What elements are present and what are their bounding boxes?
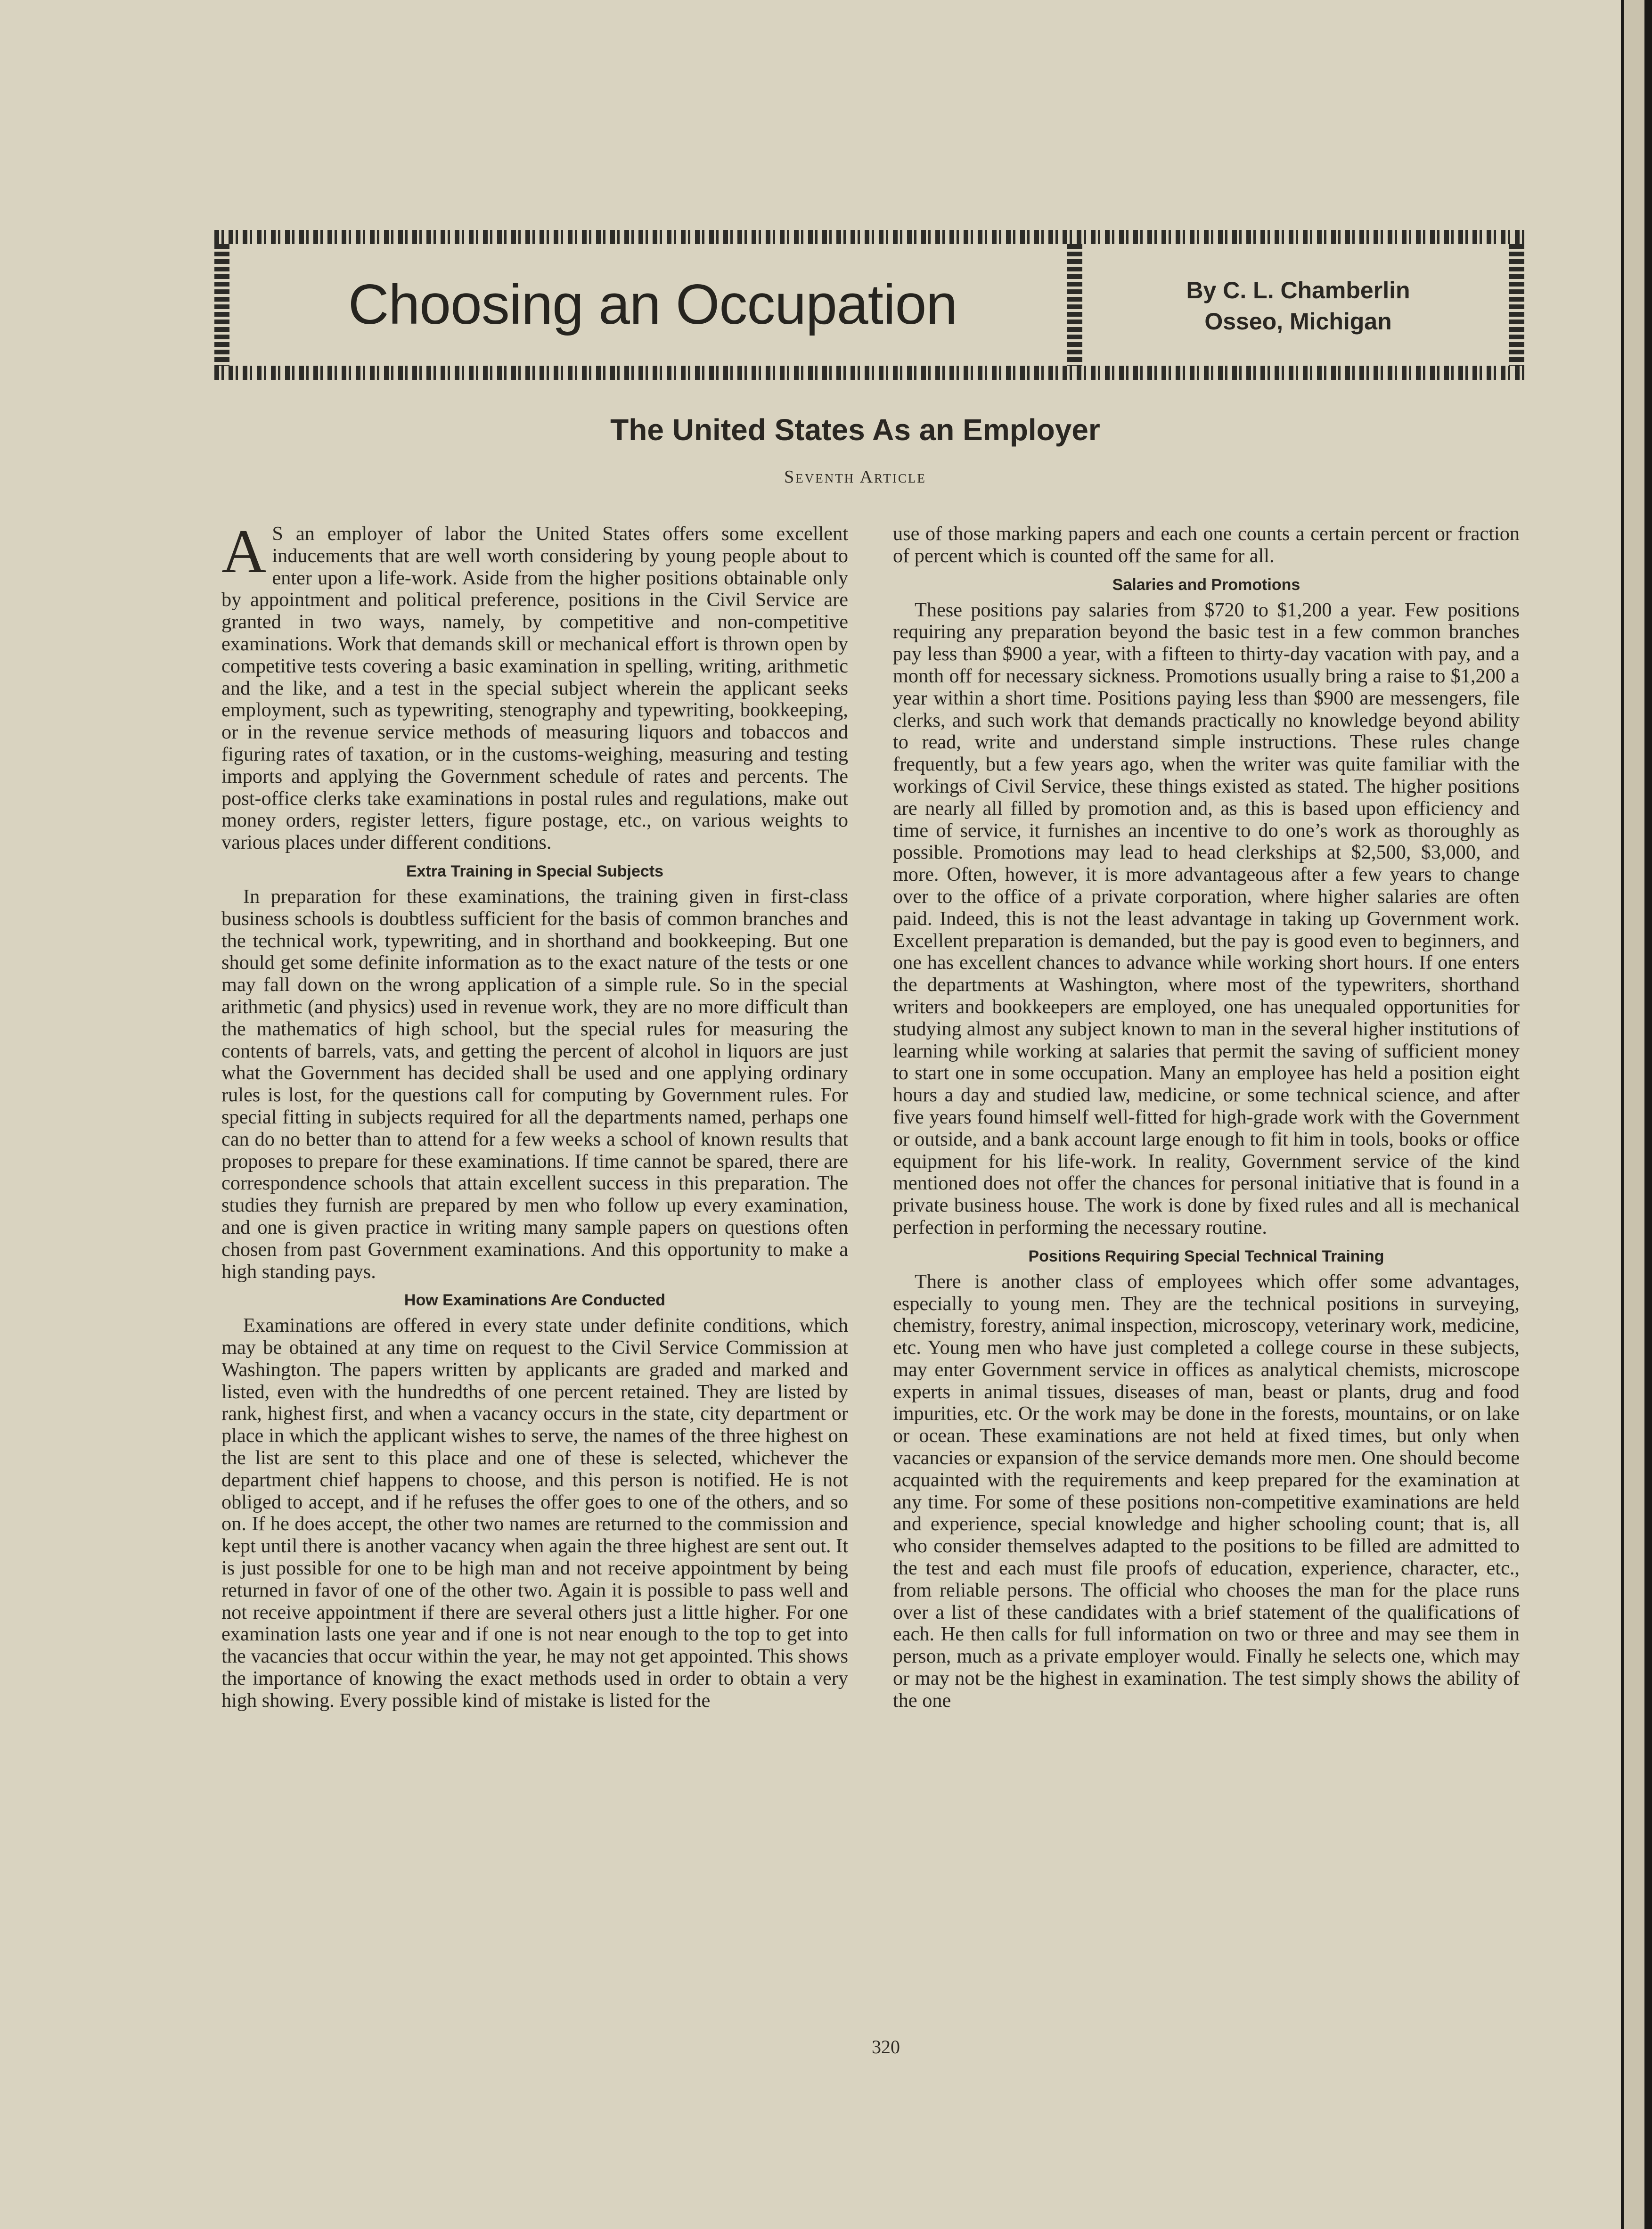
drop-cap: A [221, 516, 267, 586]
paragraph-salaries: These positions pay salaries from $720 to $1,200 a year. Few positions requiring any preparation beyond the basic test in a few common branches pay less than $900 a year, with a fifteen to thirty-day vacation with pay, and a month off for necessary sickness. Promotions usually bring a raise to $1,200 a year within a short time. Positions paying less than $900 are messengers, file clerks, and such work that demands practically no knowledge beyond ability to read, write and understand simple instructions. These rules change frequently, but a few years ago, when the writer was quite familiar with the workings of Civil Service, these things existed as stated. The higher positions are nearly all filled by promotion and, as this is based upon efficiency and time of service, it furnishes an incentive to do one’s work as thoroughly as possible. Promotions may lead to head clerkships at $2,500, $3,000, and more. Often, however, it is more advantageous after a few years to change over to the office of a private corporation, where higher salaries are often paid. Indeed, this is not the least advantage in taking up Government work. Excellent preparation is demanded, but the pay is good even to beginners, and one has excellent chances to advance while working short hours. If one enters the departments at Washington, where most of the typewriters, shorthand writers and bookkeepers are employed, one has unequaled opportunities for studying almost any subject known to man in the several higher institutions of learning while working at salaries that permit the saving of sufficient money to start one in some occupation. Many an employee has held a position eight hours a day and studied law, medicine, or some technical science, and after five years found himself well-fitted for high-grade work with the Government or outside, and a bank account large enough to fit him in tools, books or office equipment for his life-work. In reality, Government service of the kind mentioned does not offer the chances for personal initiative that is found in a private business house. The work is done by fixed rules and all is mechanical perfection in performing the necessary routine. [893, 598, 1520, 1238]
section-heading: The United States As an Employer [610, 413, 1100, 447]
subhead-extra-training: Extra Training in Special Subjects [406, 862, 664, 880]
title-banner [214, 230, 1524, 380]
page-number: 320 [872, 2036, 900, 2057]
banner-top-border [214, 230, 1524, 244]
author-name: By C. L. Chamberlin [1186, 277, 1410, 303]
right-column [893, 523, 1520, 1712]
intro-paragraph: A S an employer of labor the United States offers some excellent inducements that are well worth considering by young people about to enter upon a life-work. Aside from the higher positions obtainable only by appointment and political preference, positions in the Civil Service are granted in two ways, namely, by competitive and non-competitive examinations. Work that demands skill or mechanical effort is thrown open by competitive tests covering a basic examination in spelling, writing, arithmetic and the like, and a test in the special subject wherein the applicant seeks employment, such as typewriting, stenography and typewriting, bookkeeping, or in the revenue service methods of measuring liquors and tobaccos and figuring rates of taxation, or in the customs-weighing, measuring and testing imports and applying the Government schedule of rates and percents. The post-office clerks take examinations in postal rules and regulations, make out money orders, register letters, figure postage, etc., on various weights to various places under different conditions. [221, 516, 848, 854]
paragraph-extra-training: In preparation for these examinations, the training given in first-class business schools is doubtless sufficient for the basis of common branches and the technical work, typewriting, and in shorthand and bookkeeping. But one should get some definite information as to the exact nature of the tests or one may fall down on the wrong application of a simple rule. So in the special arithmetic (and physics) used in revenue work, they are no more difficult than the mathematics of high school, but the special rules for measuring the contents of barrels, vats, and getting the percent of alcohol in liquors are just what the Government has decided shall be used and one applying ordinary rules is lost, for the questions call for computing by Government rules. For special fitting in subjects required for all the departments named, perhaps one can do no better than to attend for a few weeks a school of known results that proposes to prepare for these examinations. If time cannot be spared, there are correspondence schools that attain excellent success in this preparation. The studies they furnish are prepared by men who follow up every examination, and one is given practice in writing many sample papers on questions often chosen from past Government examinations. And this opportunity to make a high standing pays. [221, 885, 848, 1283]
author-location: Osseo, Michigan [1204, 308, 1392, 335]
subhead-salaries: Salaries and Promotions [1112, 575, 1300, 594]
paragraph-technical-positions: There is another class of employees which offer some advantages, especially to young men. They are the technical positions in surveying, chemistry, forestry, animal inspection, microscopy, veterinary work, medicine, etc. Young men who have just completed a college course in these subjects, may enter Government service in offices as analytical chemists, microscope experts in animal tissues, diseases of man, beast or plants, drug and food impurities, etc. Or the work may be done in the forests, mountains, or on lake or ocean. These examinations are not held at fixed times, but only when vacancies or expansion of the service demands more men. One should become acquainted with the requirements and keep prepared for the examination at any time. For some of these positions non-competitive examinations are held and experience, special knowledge and higher schooling count; that is, all who consider themselves adapted to the positions to be filled are admitted to the test and each must file proofs of education, experience, character, etc., from reliable persons. The official who chooses the man for the place runs over a list of these candidates with a brief statement of the qualifications of each. He then calls for full information on two or three and may see them in person, much as a private employer would. Finally he selects one, which may or may not be the highest in examination. The test simply shows the ability of the one [893, 1270, 1520, 1712]
article-series-label: Seventh Article [784, 467, 926, 487]
article-title: Choosing an Occupation [348, 273, 957, 336]
banner-divider-post [1067, 244, 1082, 366]
adjacent-page-edge [1624, 0, 1644, 2229]
subhead-technical-positions: Positions Requiring Special Technical Training [1028, 1247, 1384, 1265]
author-byline [1091, 275, 1505, 337]
banner-bottom-border [214, 366, 1524, 380]
subhead-examinations: How Examinations Are Conducted [404, 1291, 666, 1310]
left-column [221, 516, 848, 1712]
paragraph-examinations: Examinations are offered in every state under definite conditions, which may be obtained at any time on request to the Civil Service Commission at Washington. The papers written by applicants are graded and marked and listed, even with the hundredths of one percent retained. They are listed by rank, highest first, and when a vacancy occurs in the state, city department or place in which the applicant wishes to serve, the names of the three highest on the list are sent to this place and one of these is selected, whichever the department chief happens to choose, and this person is notified. He is not obliged to accept, and if he refuses the offer goes to one of the others, and so on. If he does accept, the other two names are returned to the commission and kept until there is another vacancy when again the three highest are sent out. It is just possible for one to be high man and not receive appointment by being returned in favor of one of the other two. Again it is possible to pass well and not receive appointment if there are several others just a little higher. For one examination lasts one year and if one is not near enough to the top to get into the vacancies that occur within the year, he may not get appointed. This shows the importance of knowing the exact methods used in order to obtain a very high showing. Every possible kind of mistake is listed for the [221, 1314, 848, 1712]
banner-right-post [1509, 244, 1524, 366]
banner-left-post [214, 244, 229, 366]
paragraph-continued: use of those marking papers and each one counts a certain percent or fraction of percent which is counted off the same for all. [893, 523, 1520, 567]
